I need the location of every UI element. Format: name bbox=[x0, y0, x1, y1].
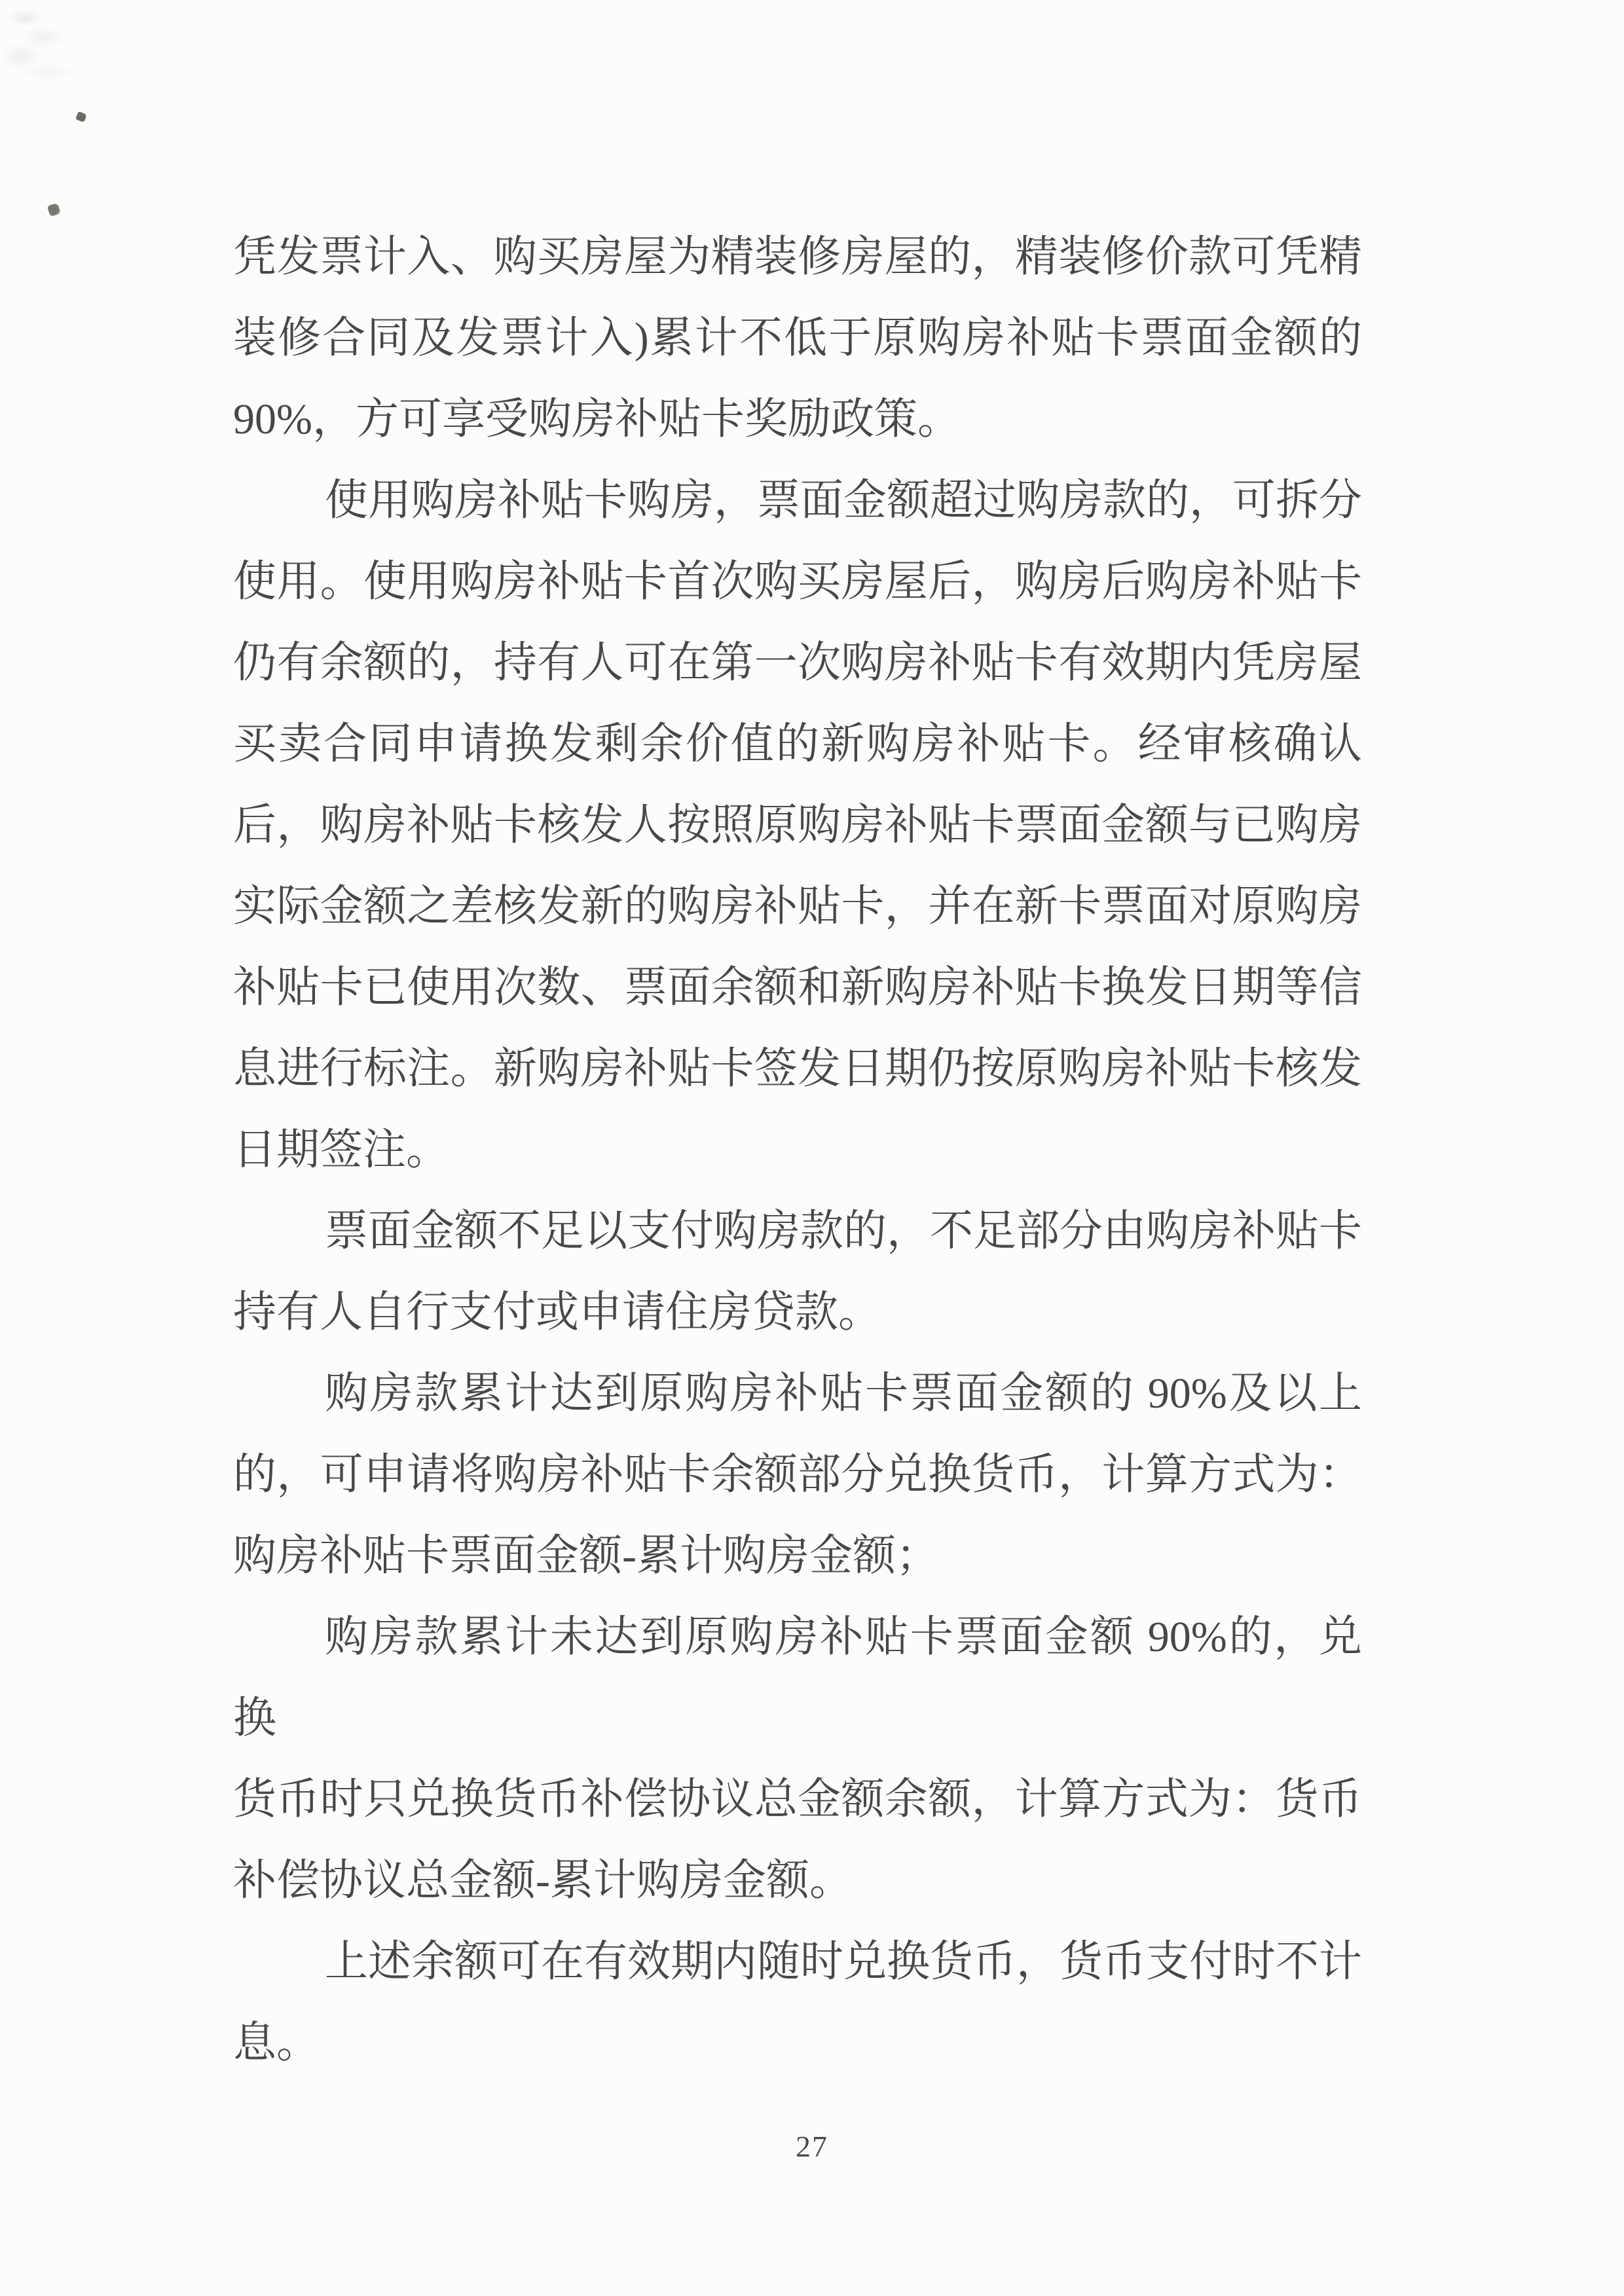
text-line: 后，购房补贴卡核发人按照原购房补贴卡票面金额与已购房 bbox=[233, 801, 1362, 849]
scan-speck-artifact bbox=[47, 203, 61, 217]
text-line: 凭发票计入、购买房屋为精装修房屋的，精装修价款可凭精 bbox=[233, 233, 1362, 281]
page-number: 27 bbox=[796, 2130, 828, 2163]
text-line: 的，可申请将购房补贴卡余额部分兑换货币，计算方式为： bbox=[233, 1451, 1362, 1499]
body-text bbox=[233, 217, 1362, 2084]
text-line: 息进行标注。新购房补贴卡签发日期仍按原购房补贴卡核发 bbox=[233, 1045, 1362, 1093]
text-line: 购房补贴卡票面金额-累计购房金额； bbox=[233, 1532, 939, 1580]
text-line: 持有人自行支付或申请住房贷款。 bbox=[233, 1288, 881, 1336]
text-line: 购房款累计达到原购房补贴卡票面金额的 90%及以上 bbox=[325, 1370, 1362, 1417]
text-line: 90%，方可享受购房补贴卡奖励政策。 bbox=[233, 395, 961, 443]
text-line: 使用。使用购房补贴卡首次购买房屋后，购房后购房补贴卡 bbox=[233, 558, 1362, 606]
scan-smudge-artifact bbox=[3, 3, 78, 80]
text-line: 票面金额不足以支付购房款的，不足部分由购房补贴卡 bbox=[325, 1207, 1362, 1255]
text-line: 仍有余额的，持有人可在第一次购房补贴卡有效期内凭房屋 bbox=[233, 639, 1362, 687]
text-line: 实际金额之差核发新的购房补贴卡，并在新卡票面对原购房 bbox=[233, 883, 1362, 930]
text-line: 日期签注。 bbox=[233, 1126, 449, 1174]
text-line: 使用购房补贴卡购房，票面金额超过购房款的，可拆分 bbox=[325, 477, 1362, 524]
text-line: 上述余额可在有效期内随时兑换货币，货币支付时不计 bbox=[325, 1938, 1362, 1986]
text-line: 补贴卡已使用次数、票面余额和新购房补贴卡换发日期等信 bbox=[233, 964, 1362, 1011]
text-line: 买卖合同申请换发剩余价值的新购房补贴卡。经审核确认 bbox=[233, 720, 1362, 768]
text-line: 补偿协议总金额-累计购房金额。 bbox=[233, 1857, 853, 1904]
scan-speck-artifact bbox=[75, 111, 87, 122]
text-line: 货币时只兑换货币补偿协议总金额余额，计算方式为：货币 bbox=[233, 1776, 1362, 1823]
text-line: 息。 bbox=[233, 2019, 320, 2067]
text-line: 购房款累计未达到原购房补贴卡票面金额 90%的，兑换 bbox=[233, 1613, 1362, 1742]
text-line: 装修合同及发票计入)累计不低于原购房补贴卡票面金额的 bbox=[233, 314, 1362, 362]
